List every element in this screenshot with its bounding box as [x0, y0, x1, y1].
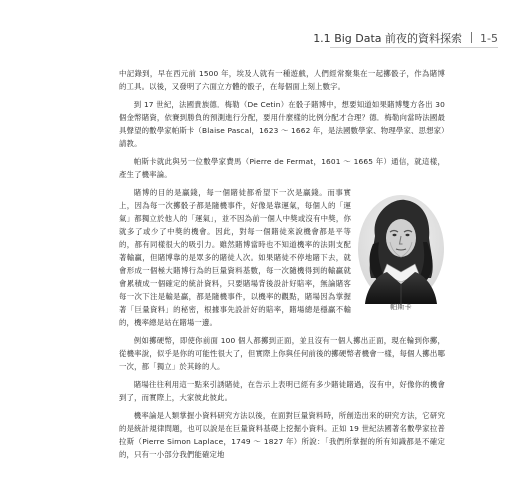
pascal-portrait-image	[357, 194, 445, 304]
body-text	[119, 67, 445, 466]
paragraph: 到 17 世紀，法國貴族德．梅勒（De Cetin）在骰子賭博中，想要知道如果賭博雙方各出 30 個金幣賭資，依賽到勝負的預測進行分配，要用什麼樣的比例分配才合理？德．梅勒向當時法國最具聲望的數學家帕斯卡（Blaise Pascal，1623 ～ 1662 年，是法國數學家、物理學家、思想家）請教。	[119, 100, 445, 148]
paragraph: 例如擲硬幣，即使你前面 100 個人都擲到正面，並且沒有一個人擲出正面，現在輪到你擲，從機率說，似乎是你的可能性很大了，但實際上你與任何前後的擲硬幣者機會一樣，每個人擲出哪一次，都「獨立」於其餘的人。	[119, 336, 445, 371]
page-number: 1-5	[480, 32, 498, 45]
paragraph: 賭場往往利用這一點來引誘賭徒，在告示上表明已經有多少賭徒賭過，沒有中，好像你的機會到了，而實際上，大家彼此彼此。	[119, 380, 445, 402]
header-rule	[330, 47, 498, 48]
paragraph: 中記錄到，早在西元前 1500 年，埃及人就有一種遊戲，人們經常聚集在一起擲骰子，作為賭博的工具。以後，又發明了六面立方體的骰子，在每個面上刻上數字。	[119, 69, 445, 91]
header-divider	[471, 32, 472, 43]
section-number: 1.1	[313, 32, 331, 45]
pascal-figure	[357, 194, 445, 312]
paragraph-wrapped: 賭博的目的是贏錢，每一個賭徒都希望下一次是贏錢。而事實上，因為每一次擲骰子都是隨機事件，好像是靠運氣，每個人的「運氣」都獨立於他人的「運氣」，並不因為前一個人中獎或沒有中獎，你就多了或少了中獎的機會。因此，對每一個賭徒來說機會都是平等的，都有同樣很大的吸引力。雖然賭博當時也不知道機率的法則支配著輸贏，但賭博靠的是眾多的賭徒人次。如果賭徒不停地賭下去，就會形成一個極大賭博行為的巨量資料基數，每一次隨機得到的輸贏就會累積成一個確定的統計資料，只要賭場背後設計好賠率，無論賭客每一次下注是輸是贏，都是隨機事件，以機率的觀點，賭場因為掌握著「巨量資料」的秘密，根據事先設計好的賠率，賭場總是穩贏不輸的，機率總是站在賭場一邊。	[119, 188, 351, 327]
paragraph: 機率論是人類掌握小資料研究方法以後，在面對巨量資料時，所創造出來的研究方法，它研究的是統計規律問題，也可以說是在巨量資料基礎上挖掘小資料。正如 19 世紀法國著名數學家拉普拉斯（Pierre Simon Laplace，1749 ～ 1827 年）所說：「我們所掌握的所有知識都是不確定的，只有一小部分我們能確定地	[119, 411, 445, 459]
section-title: Big Data 前夜的資料探索	[334, 32, 463, 45]
paragraph: 帕斯卡就此與另一位數學家費馬（Pierre de Fermat，1601 ～ 1665 年）通信，就這樣，產生了機率論。	[119, 157, 445, 179]
figure-caption: 帕斯卡	[390, 303, 412, 311]
running-header	[313, 30, 498, 46]
